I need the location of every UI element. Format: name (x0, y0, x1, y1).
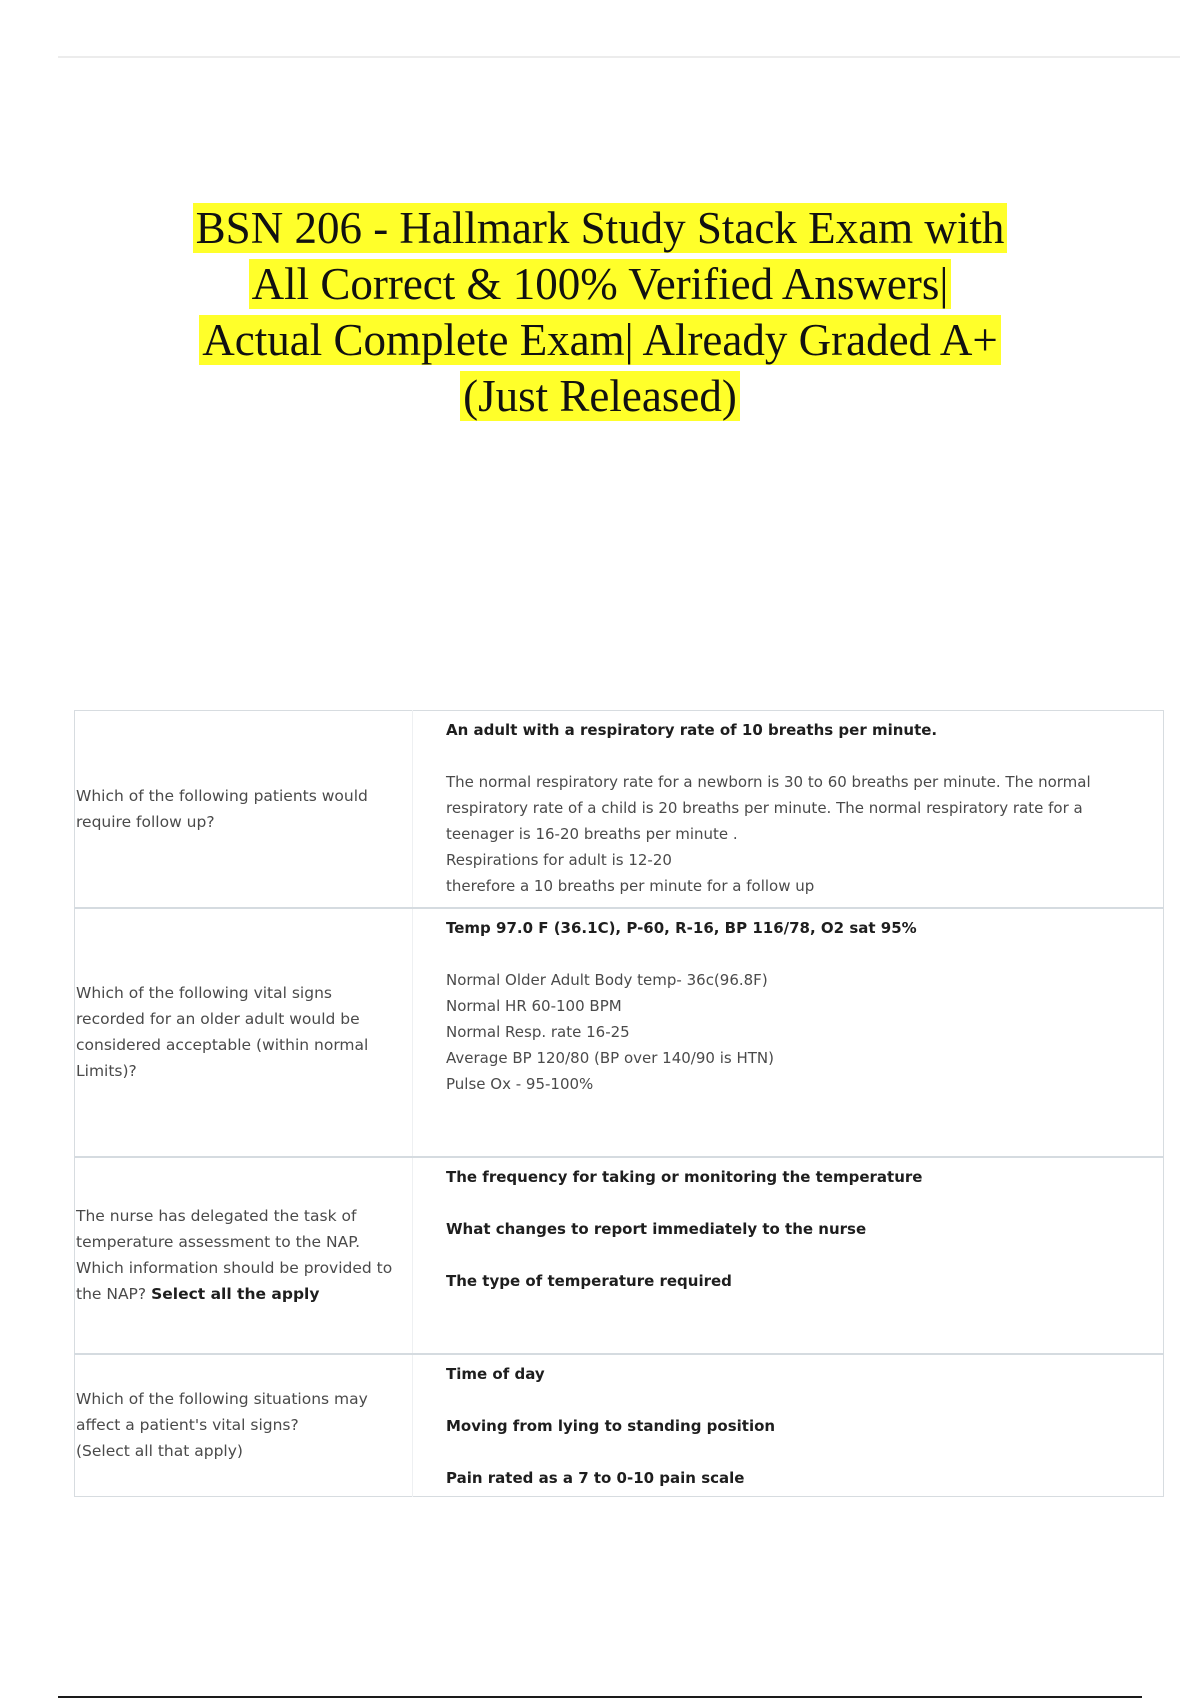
qa-table (74, 710, 1164, 1497)
top-divider (58, 56, 1180, 58)
title-line: BSN 206 - Hallmark Study Stack Exam with (193, 203, 1008, 253)
title-line: (Just Released) (460, 371, 740, 421)
qa-row (75, 1354, 1164, 1497)
question-text: Which of the following vital signs recorded for an older adult would be considered acceptable (within normal Limits)? (76, 984, 369, 1080)
explanation-line: therefore a 10 breaths per minute for a follow up (446, 877, 815, 895)
question-body: The nurse has delegated the task of temperature assessment to the NAP. Which information should be provided to the NAP? (76, 1207, 393, 1303)
explanation-line: The normal respiratory rate for a newborn is 30 to 60 breaths per minute. The normal respiratory rate of a child is 20 breaths per minute. The normal respiratory rate for a teenager is 16-20 breaths per minute . (446, 773, 1091, 843)
answer-cell (413, 1354, 1164, 1497)
explanation-line: Normal HR 60-100 BPM (446, 996, 622, 1015)
answer-cell (413, 711, 1164, 908)
answer-text: What changes to report immediately to the nurse (446, 1219, 867, 1238)
explanation-line: Pulse Ox - 95-100% (446, 1074, 594, 1093)
explanation-line: Normal Resp. rate 16-25 (446, 1022, 630, 1041)
answer-text: Temp 97.0 F (36.1C), P-60, R-16, BP 116/78, O2 sat 95% (446, 918, 917, 937)
question-cell (75, 908, 413, 1157)
question-text (75, 1203, 412, 1307)
bottom-divider (58, 1696, 1142, 1698)
answer-text: Pain rated as a 7 to 0-10 pain scale (446, 1468, 745, 1487)
explanation (446, 967, 1131, 1097)
answer-text: An adult with a respiratory rate of 10 breaths per minute. (446, 721, 938, 739)
qa-row (75, 908, 1164, 1157)
title-line: Actual Complete Exam| Already Graded A+ (199, 315, 1000, 365)
answer-text: Time of day (446, 1364, 545, 1383)
answer-text: Moving from lying to standing position (446, 1416, 776, 1435)
qa-row (75, 711, 1164, 908)
question-instruction: (Select all that apply) (76, 1442, 243, 1461)
title-line: All Correct & 100% Verified Answers| (249, 259, 952, 309)
answer-cell (413, 1157, 1164, 1354)
qa-row (75, 1157, 1164, 1354)
explanation-line: Average BP 120/80 (BP over 140/90 is HTN) (446, 1048, 774, 1067)
answer-cell (413, 908, 1164, 1157)
question-cell (75, 711, 413, 908)
question-text (75, 1386, 412, 1464)
explanation-line: Normal Older Adult Body temp- 36c(96.8F) (446, 970, 768, 989)
answer-text: The frequency for taking or monitoring the temperature (446, 1167, 923, 1186)
explanation (446, 769, 1131, 899)
document-title (100, 200, 1100, 424)
answer-text: The type of temperature required (446, 1271, 732, 1290)
question-instruction: Select all the apply (151, 1285, 320, 1303)
question-body: Which of the following situations may affect a patient's vital signs? (76, 1390, 368, 1435)
explanation-line: Respirations for adult is 12-20 (446, 851, 672, 869)
question-text: Which of the following patients would require follow up? (76, 786, 368, 831)
question-cell (75, 1157, 413, 1354)
question-cell (75, 1354, 413, 1497)
